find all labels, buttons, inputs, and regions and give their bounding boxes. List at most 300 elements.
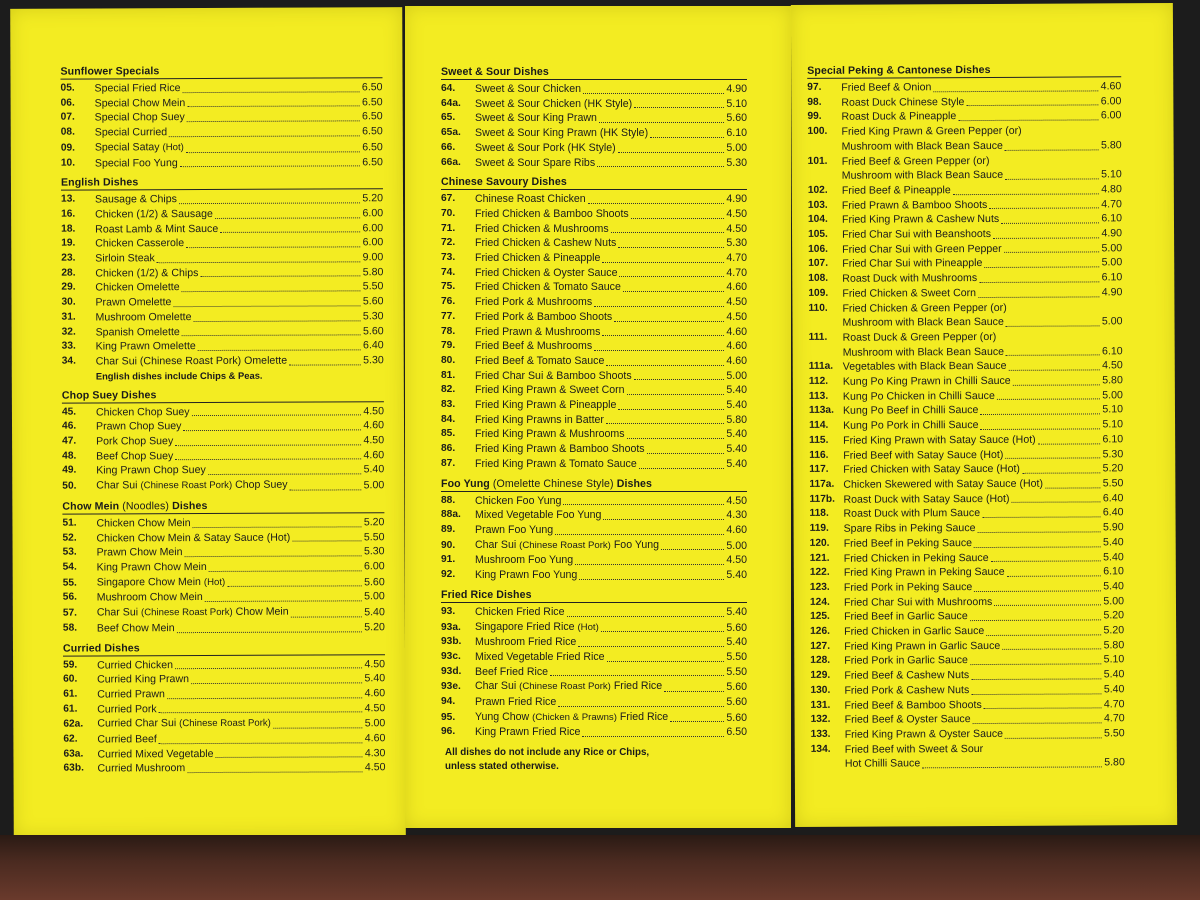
item-number: 66a. [441, 156, 461, 168]
dot-leader [602, 262, 724, 263]
item-number: 49. [62, 465, 77, 477]
item-name-text: Kung Po Chicken in Chilli Sauce [842, 389, 995, 403]
dot-leader [157, 261, 361, 263]
item-price: 6.00 [362, 207, 384, 220]
dot-leader [953, 193, 1099, 195]
item-price: 5.80 [1103, 638, 1125, 652]
menu-item-continuation [808, 167, 1122, 183]
item-price: 5.30 [362, 310, 384, 323]
item-number: 65a. [441, 127, 461, 139]
item-name [844, 698, 981, 713]
item-name-text: Beef Chop Suey [96, 449, 174, 463]
item-number: 23. [61, 252, 76, 264]
item-name-text: Prawn Chow Mein [96, 546, 183, 559]
item-name [475, 383, 625, 398]
dot-leader [984, 708, 1102, 710]
item-price: 4.60 [726, 354, 747, 367]
item-name [842, 271, 977, 286]
menu-item [61, 294, 383, 310]
item-name [475, 494, 561, 509]
dot-leader [182, 335, 361, 337]
item-name-text: King Prawn Fried Rice [475, 726, 581, 739]
item-number: 63b. [63, 762, 84, 775]
item-price: 5.60 [726, 711, 747, 724]
dishes-note-line1: All dishes do not include any Rice or Chips, [445, 747, 650, 759]
item-name [95, 222, 218, 237]
section-title-suffix: Dishes [613, 477, 653, 490]
dot-leader [227, 586, 362, 588]
item-name-text: Char Sui [96, 479, 141, 492]
item-name [97, 605, 289, 622]
item-number: 102. [807, 184, 828, 196]
item-name [844, 521, 976, 536]
item-price: 5.60 [726, 681, 747, 694]
item-name-text: Fried Char Sui with Green Pepper [842, 242, 1002, 256]
dot-leader [1004, 252, 1100, 254]
item-name-text: Fried Prawn & Bamboo Shoots [841, 198, 988, 212]
item-name-text: Fried King Prawn in Garlic Sauce [844, 639, 1001, 653]
item-price: 4.60 [726, 340, 747, 353]
dot-leader [169, 135, 360, 137]
dot-leader [594, 350, 724, 351]
item-number: 78. [441, 325, 456, 337]
item-number: 118. [809, 508, 829, 520]
item-name-suffix: Chop Suey [232, 478, 288, 492]
dot-leader [289, 364, 361, 365]
item-name-text: Fried Chicken with Satay Sauce (Hot) [843, 463, 1020, 477]
menu-panel-left [10, 7, 406, 837]
dot-leader [619, 276, 724, 277]
item-number: 84. [441, 413, 456, 425]
item-number: 50. [62, 480, 77, 492]
item-number: 72. [441, 237, 456, 249]
item-price: 4.30 [726, 509, 747, 522]
item-price: 5.20 [1103, 609, 1125, 622]
item-price: 5.60 [726, 112, 747, 125]
dot-leader [187, 771, 363, 773]
item-name-text: Chicken Chow Mein [96, 516, 191, 530]
menu-item [61, 265, 383, 281]
item-name-text: Mushroom Foo Yung [475, 554, 574, 567]
menu-item [441, 605, 747, 620]
dot-leader [970, 619, 1102, 621]
menu-item [809, 403, 1123, 419]
item-name [842, 286, 976, 301]
menu-item [810, 638, 1124, 654]
item-number: 99. [807, 111, 822, 123]
item-name [475, 369, 632, 384]
menu-item [61, 139, 383, 156]
item-name-suffix: Fried Rice [610, 680, 663, 693]
dot-leader [933, 90, 1098, 92]
item-name-text: Special Chop Suey [94, 111, 185, 124]
item-number: 93. [441, 605, 456, 617]
menu-item [441, 111, 747, 126]
item-number: 70. [441, 207, 456, 219]
item-price: 6.10 [1102, 344, 1123, 358]
dot-leader [563, 504, 724, 505]
menu-item [62, 448, 384, 464]
menu-item [63, 731, 385, 747]
item-number: 94. [441, 696, 456, 708]
item-name [843, 330, 997, 346]
menu-item [61, 250, 383, 266]
menu-item [61, 191, 383, 207]
dot-leader [607, 661, 725, 662]
item-name-text: Fried Beef in Peking Sauce [843, 536, 973, 550]
dot-leader [1013, 384, 1101, 385]
menu-item [63, 701, 385, 717]
item-number: 66. [441, 141, 456, 153]
menu-item [441, 553, 747, 568]
section-title [441, 66, 747, 80]
dot-leader [634, 107, 724, 108]
item-name-text: Sweet & Sour King Prawn (HK Style) [475, 127, 649, 140]
menu-item [441, 383, 747, 398]
item-name [97, 560, 207, 575]
menu-item [62, 353, 384, 369]
item-price: 5.10 [1103, 653, 1125, 666]
item-name [475, 354, 604, 369]
menu-item [441, 413, 747, 428]
menu-section [60, 64, 382, 171]
item-price: 6.50 [362, 141, 383, 154]
menu-item [61, 155, 383, 171]
menu-item [809, 359, 1123, 375]
item-number: 13. [61, 193, 76, 205]
dot-leader [618, 152, 725, 153]
menu-item [810, 520, 1124, 536]
item-name-text: Fried King Prawn & Pineapple [475, 399, 617, 412]
dot-leader [1005, 458, 1100, 459]
menu-item [62, 419, 384, 435]
dot-leader [639, 468, 725, 469]
item-name-text: Yung Chow [475, 710, 533, 723]
dot-leader [631, 218, 725, 219]
dot-leader [192, 415, 362, 417]
item-price: 5.30 [726, 237, 747, 250]
dot-leader [215, 217, 361, 219]
menu-item [810, 667, 1124, 683]
item-price: 5.20 [362, 192, 384, 205]
dot-leader [191, 682, 363, 684]
item-number: 65. [441, 112, 456, 124]
dot-leader [186, 246, 360, 248]
dot-leader [550, 675, 724, 676]
section-title-text: Foo Yung [441, 477, 493, 490]
menu-item [441, 354, 747, 369]
item-price: 5.30 [726, 156, 747, 169]
item-number: 117a. [809, 478, 835, 490]
menu-item-continuation [811, 756, 1125, 772]
item-name-text: King Prawn Foo Yung [475, 569, 578, 582]
menu-item [809, 329, 1123, 345]
item-name-text: Fried Chicken & Tomato Sauce [475, 281, 621, 294]
menu-item [808, 285, 1122, 301]
item-name-text: Spanish Omelette [95, 325, 180, 339]
item-number: 19. [61, 237, 76, 249]
section-title [62, 388, 384, 403]
menu-item [441, 369, 747, 384]
item-price: 5.60 [362, 295, 384, 308]
item-price: 4.30 [364, 746, 386, 760]
menu-item [808, 256, 1122, 272]
item-name [844, 624, 984, 639]
dot-leader [647, 453, 725, 454]
item-name [842, 300, 1006, 316]
menu-item [63, 620, 385, 636]
item-name [844, 580, 972, 595]
dot-leader [597, 166, 724, 167]
item-name-text: Beef Fried Rice [475, 665, 549, 678]
item-name [844, 668, 969, 683]
item-price: 6.00 [363, 560, 385, 573]
item-number: 07. [60, 111, 75, 124]
item-price: 5.40 [726, 428, 747, 441]
menu-item [808, 226, 1122, 242]
item-name-note: (Chicken & Prawns) [532, 711, 617, 723]
item-price: 5.90 [1102, 521, 1124, 534]
item-number: 134. [810, 743, 831, 755]
item-name [96, 405, 190, 420]
item-name-text: Sweet & Sour Chicken [475, 83, 581, 95]
item-name [841, 80, 931, 95]
menu-item [62, 338, 384, 354]
item-name-text: Fried Pork in Peking Sauce [843, 580, 973, 594]
item-name-text: Fried King Prawn & Green Pepper (or) [841, 124, 1022, 138]
dot-leader [986, 634, 1101, 636]
item-price: 6.10 [1103, 565, 1124, 578]
item-number: 111. [808, 331, 828, 343]
item-number: 116. [809, 449, 829, 461]
item-name-text: Chinese Roast Chicken [475, 193, 586, 206]
item-name-text: Sweet & Sour Spare Ribs [475, 156, 596, 169]
item-name [97, 687, 165, 702]
item-number: 67. [441, 193, 456, 205]
dot-leader [582, 736, 724, 737]
item-number: 100. [807, 125, 828, 138]
item-price: 5.50 [363, 530, 385, 543]
item-price: 5.00 [1101, 242, 1123, 255]
dot-leader [973, 722, 1102, 724]
item-number: 61. [63, 703, 78, 715]
menu-item [809, 506, 1123, 522]
dot-leader [290, 489, 362, 490]
dot-leader [583, 93, 724, 94]
item-name [96, 339, 196, 354]
item-name [96, 449, 173, 464]
item-name [475, 295, 592, 310]
menu-item [807, 94, 1121, 110]
item-price: 4.50 [364, 701, 386, 714]
item-name-text: Kung Po Beef in Chilli Sauce [842, 404, 979, 418]
item-number: 130. [810, 684, 831, 696]
item-price: 5.50 [1104, 727, 1125, 740]
item-name [475, 266, 617, 281]
menu-item [441, 635, 747, 650]
item-price: 5.00 [1101, 256, 1123, 269]
item-number: 28. [61, 267, 76, 279]
section-title-text: Chinese Savoury Dishes [441, 176, 567, 189]
item-name-text: Fried King Prawn & Sweet Corn [475, 384, 625, 397]
item-name-text: Chicken (1/2) & Sausage [95, 207, 213, 221]
item-number: 06. [60, 97, 75, 109]
dot-leader [1002, 649, 1101, 651]
item-name [96, 478, 287, 495]
menu-item [62, 530, 384, 546]
item-name [843, 492, 1009, 508]
item-price: 5.80 [1100, 139, 1122, 152]
item-name [96, 434, 173, 449]
item-number: 62. [63, 733, 78, 745]
item-name-text: Prawn Chop Suey [95, 420, 182, 433]
item-name [97, 702, 157, 717]
section-title-text: Sweet & Sour Dishes [441, 66, 549, 78]
item-name-text: Fried Beef & Oyster Sauce [844, 713, 971, 726]
item-price: 6.00 [362, 221, 384, 234]
item-name-note: (Hot) [162, 141, 184, 154]
item-price: 4.50 [726, 207, 747, 220]
section-title-text: English Dishes [60, 176, 139, 189]
dot-leader [179, 202, 361, 204]
item-number: 45. [61, 406, 77, 418]
item-name [475, 325, 600, 340]
item-name [475, 126, 648, 141]
item-name [844, 565, 1005, 581]
item-name-text: Char Sui [475, 538, 520, 551]
item-number: 110. [808, 302, 828, 314]
item-number: 54. [62, 561, 77, 573]
item-number: 56. [62, 591, 77, 604]
menu-item [441, 398, 747, 413]
item-number: 123. [809, 581, 830, 593]
item-name [97, 545, 183, 560]
item-name [95, 281, 179, 296]
item-price: 5.60 [726, 696, 747, 709]
item-number: 111a. [808, 361, 834, 373]
item-number: 93a. [441, 621, 461, 633]
menu-item [61, 110, 383, 126]
item-name-note: (Chinese Roast Pork) [140, 606, 233, 619]
dot-leader [209, 570, 362, 572]
menu-panel-right [791, 3, 1177, 827]
dot-leader [567, 616, 725, 617]
item-price: 5.40 [726, 636, 747, 649]
item-name-text: Fried Chicken & Sweet Corn [842, 286, 977, 300]
item-name-text: Fried Beef with Sweet & Sour [844, 742, 984, 756]
item-name-text: Curried Pork [97, 702, 157, 716]
menu-item [808, 153, 1122, 169]
item-name [843, 447, 1003, 463]
dot-leader [575, 564, 724, 565]
dot-leader [175, 459, 361, 461]
item-number: 88a. [441, 509, 461, 521]
item-name-suffix: Fried Rice [616, 710, 669, 723]
menu-item-continuation [808, 138, 1122, 154]
item-price: 4.50 [726, 296, 747, 309]
item-name [843, 403, 979, 418]
panel1-content [60, 64, 385, 777]
item-name-text: Fried Pork & Mushrooms [475, 296, 593, 309]
item-number: 98. [807, 96, 822, 108]
item-name [845, 742, 983, 757]
item-price: 5.40 [1103, 683, 1125, 696]
item-number: 113a. [808, 405, 834, 417]
menu-section [441, 478, 747, 583]
dot-leader [578, 646, 724, 647]
menu-item [63, 716, 385, 733]
section-title-suffix: Dishes [169, 499, 208, 513]
menu-item [808, 182, 1122, 198]
item-number: 93c. [441, 650, 461, 662]
menu-item [809, 417, 1123, 433]
dishes-note-line2: unless stated otherwise. [445, 761, 559, 773]
item-number: 129. [810, 669, 831, 682]
menu-item [809, 432, 1123, 448]
item-price: 5.10 [1102, 403, 1124, 416]
item-number: 104. [807, 214, 828, 226]
dot-leader [173, 305, 360, 307]
menu-item [63, 761, 385, 777]
item-name [841, 110, 956, 125]
item-name [96, 463, 206, 478]
item-price: 4.50 [726, 494, 747, 507]
menu-item [441, 679, 747, 695]
menu-item [809, 447, 1123, 463]
item-number: 108. [808, 272, 829, 285]
item-price: 6.10 [1101, 212, 1123, 225]
dot-leader [989, 208, 1099, 210]
item-number: 73. [441, 252, 456, 264]
item-name [843, 418, 979, 433]
item-name [95, 207, 213, 222]
section-title-note: (Noodles) [122, 500, 170, 513]
menu-section [63, 641, 386, 777]
menu-item [441, 523, 747, 538]
item-name [475, 620, 599, 636]
item-name [475, 442, 645, 457]
menu-item [63, 686, 385, 702]
item-name-text: Chicken Fried Rice [475, 605, 565, 618]
item-number: 91. [441, 554, 456, 566]
item-name [844, 683, 969, 698]
dot-leader [979, 281, 1100, 283]
item-price: 6.50 [362, 110, 383, 123]
item-price: 6.00 [362, 236, 384, 249]
menu-item [807, 79, 1121, 95]
item-name [475, 413, 604, 428]
item-number: 101. [807, 155, 828, 167]
dot-leader [991, 561, 1102, 563]
item-price: 5.40 [726, 443, 747, 456]
item-name [475, 635, 576, 650]
item-price: 4.50 [364, 657, 386, 670]
item-name [845, 727, 1003, 743]
dot-leader [555, 534, 724, 535]
dot-leader [971, 693, 1102, 695]
item-name [475, 141, 616, 156]
item-name [475, 679, 662, 695]
section-title [63, 641, 385, 656]
item-price: 5.40 [726, 399, 747, 412]
item-price: 5.40 [363, 463, 385, 476]
item-price: 4.60 [726, 325, 747, 338]
item-name [475, 508, 601, 523]
item-name-text: Fried Char Sui with Pineapple [842, 257, 983, 271]
item-name-continued: Mushroom with Black Bean Sauce [841, 139, 1003, 153]
item-number: 97. [807, 81, 822, 93]
item-name-text: Roast Duck with Satay Sauce (Hot) [843, 492, 1010, 506]
